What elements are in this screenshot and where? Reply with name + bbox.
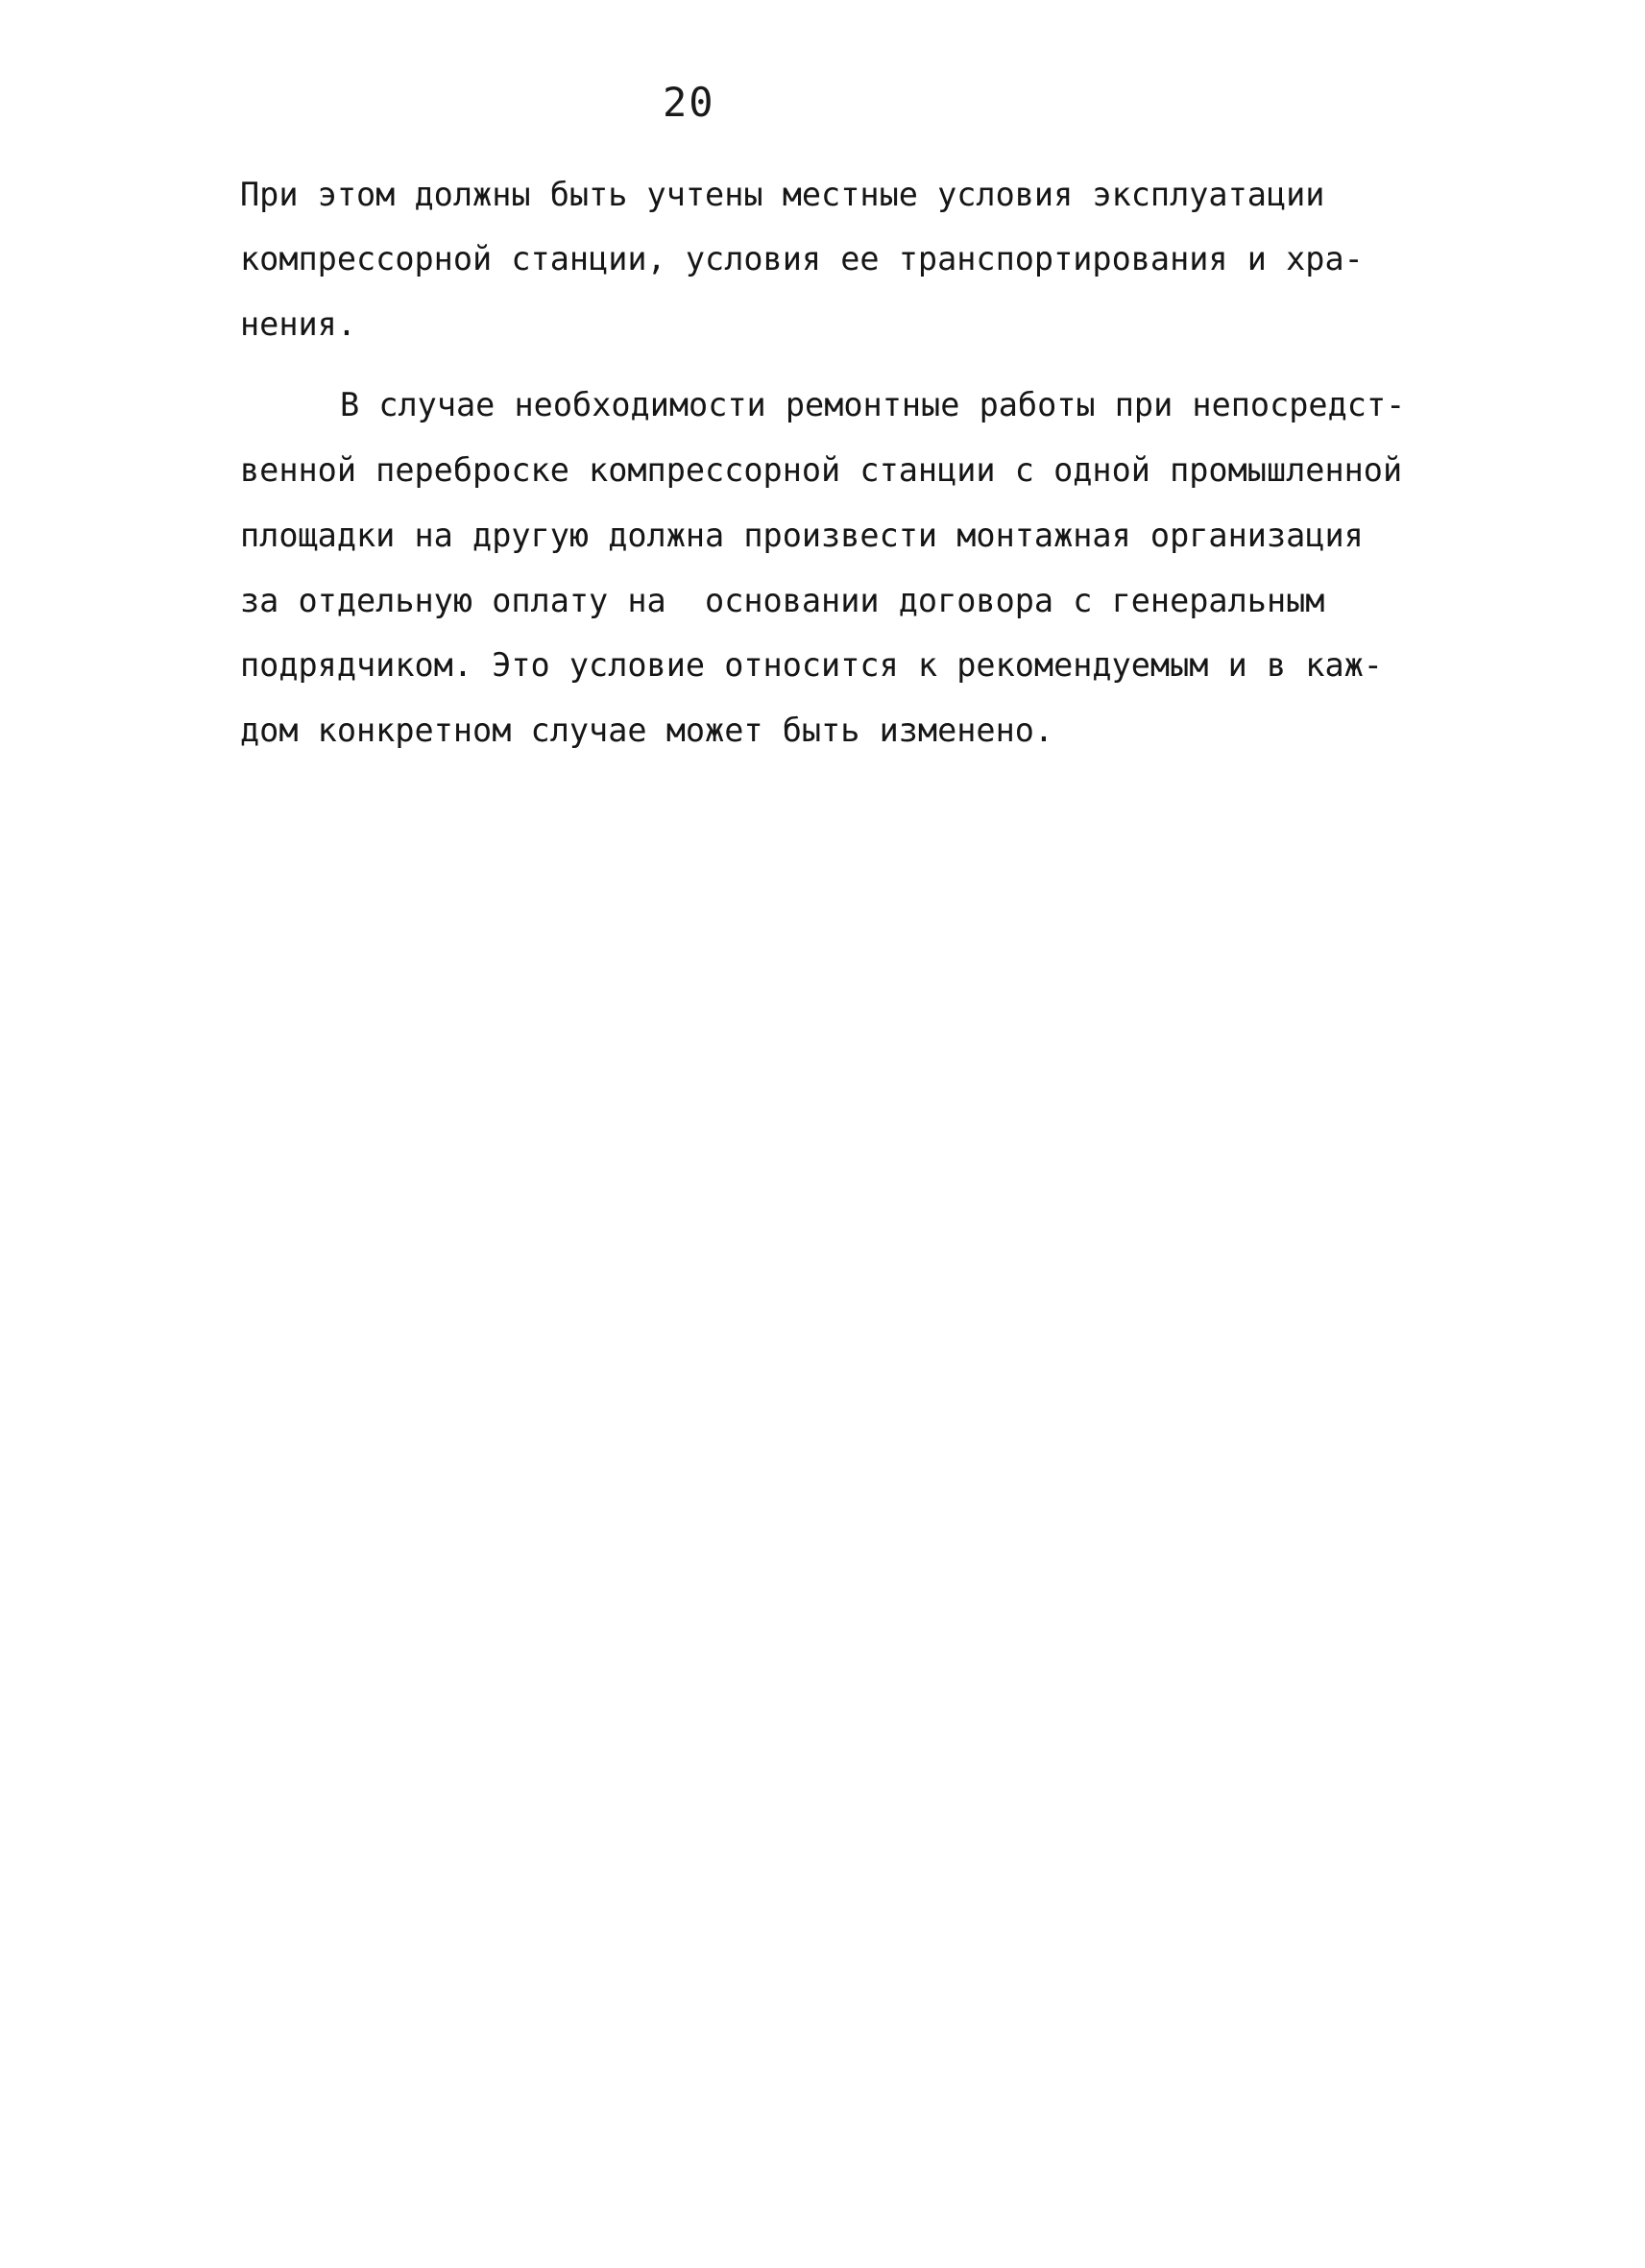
text-line-7: за отдельную оплату на основании договора с генеральным (240, 582, 1325, 619)
text-line-6: площадки на другую должна произвести монтажная организация (240, 517, 1364, 554)
text-line-8: подрядчиком. Это условие относится к рекомендуемым и в каж- (240, 646, 1383, 684)
text-line-9: дом конкретном случае может быть изменено. (240, 712, 1054, 749)
text-line-5: венной переброске компрессорной станции с одной промышленной (240, 451, 1403, 489)
text-line-3: нения. (240, 305, 357, 343)
text-line-2: компрессорной станции, условия ее транспортирования и хра- (240, 240, 1364, 277)
page-number: 20 (663, 79, 715, 126)
text-line-4: В случае необходимости ремонтные работы при непосредст- (340, 386, 1406, 423)
text-line-1: При этом должны быть учтены местные условия эксплуатации (240, 176, 1325, 213)
